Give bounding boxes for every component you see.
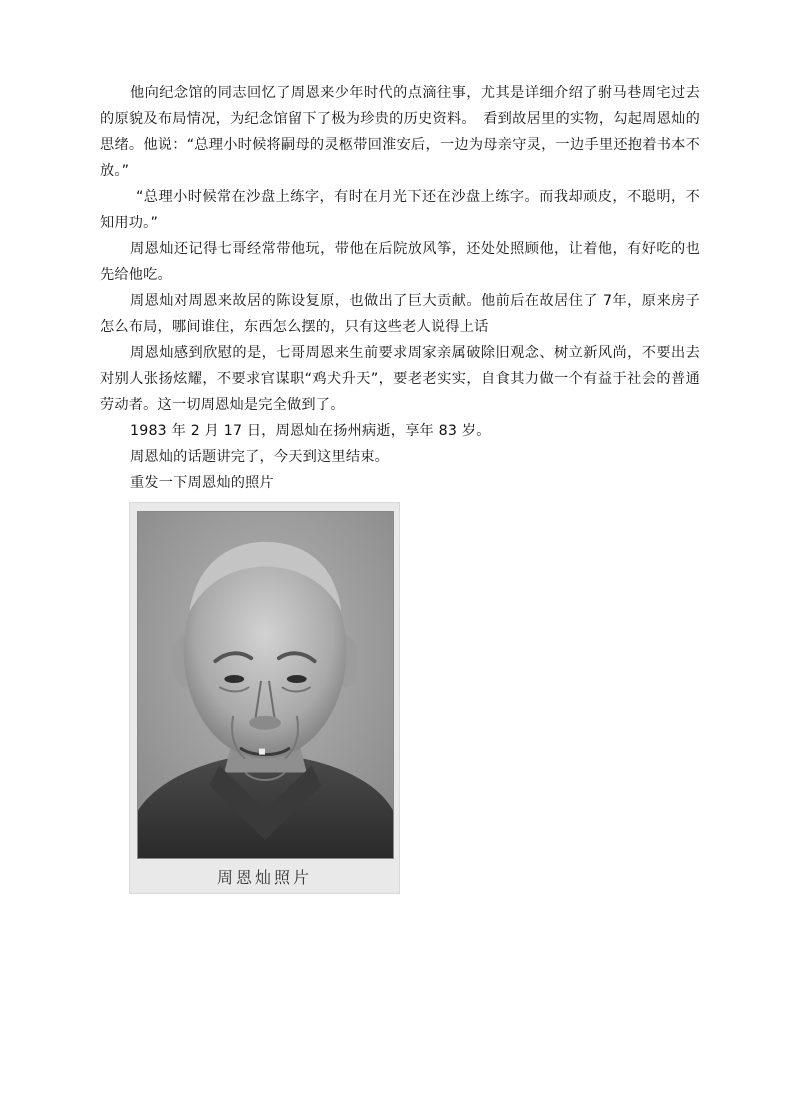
photo-frame [129,502,400,894]
paragraph-6: 1983 年 2 月 17 日，周恩灿在扬州病逝，享年 83 岁。 [130,423,491,439]
paragraph-5: 周恩灿感到欣慰的是，七哥周恩来生前要求周家亲属破除旧观念、树立新风尚，不要出去对别人张扬炫耀，不要求官谋职“鸡犬升天”，要老老实实，自食其力做一个有益于社会的普通劳动者。这一切周恩灿是完全做到了。 [100,345,700,413]
paragraph-1: 他向纪念馆的同志回忆了周恩来少年时代的点滴往事，尤其是详细介绍了驸马巷周宅过去的原貌及布局情况，为纪念馆留下了极为珍贵的历史资料。 看到故居里的实物，勾起周恩灿的思绪。他说：“总理小时候将嗣母的灵柩带回淮安后，一边为母亲守灵，一边手里还抱着书本不放。” [100,85,700,179]
portrait-photo [137,511,394,859]
paragraph-8: 重发一下周恩灿的照片 [130,475,274,491]
paragraph-7: 周恩灿的话题讲完了，今天到这里结束。 [130,449,389,465]
paragraph-2: “总理小时候常在沙盘上练字，有时在月光下还在沙盘上练字。而我却顽皮，不聪明，不知用功。” [100,189,700,231]
portrait-illustration [138,512,393,858]
photo-caption: 周恩灿照片 [216,868,312,887]
document-page [100,80,700,894]
paragraph-4: 周恩灿对周恩来故居的陈设复原，也做出了巨大贡献。他前后在故居住了 7年，原来房子怎么布局，哪间谁住，东西怎么摆的，只有这些老人说得上话 [100,293,700,335]
paragraph-3: 周恩灿还记得七哥经常带他玩，带他在后院放风筝，还处处照顾他，让着他，有好吃的也先给他吃。 [100,241,700,283]
